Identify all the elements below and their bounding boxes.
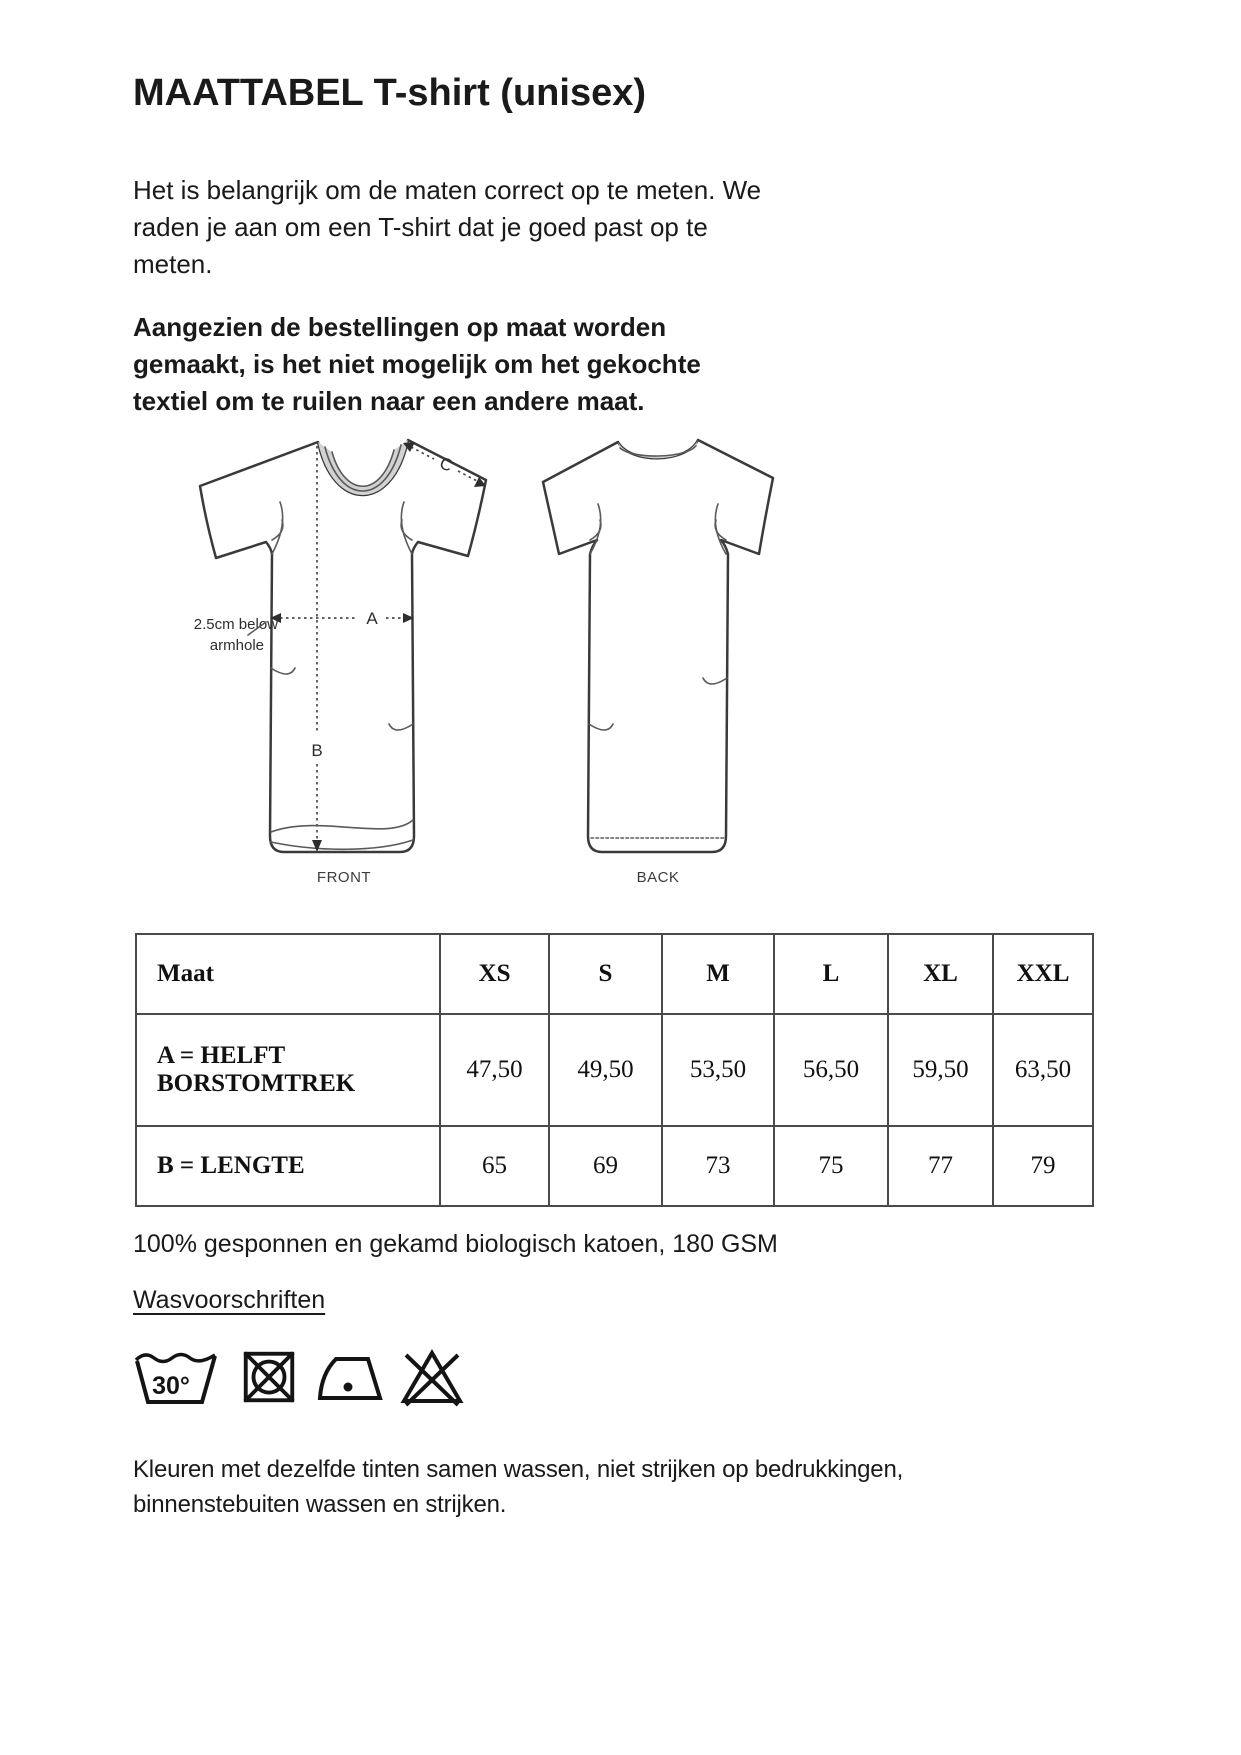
front-left-armhole-seam	[272, 502, 283, 554]
do-not-tumble-dry-icon	[237, 1346, 301, 1408]
wash-30-icon	[133, 1346, 221, 1408]
row-label-length: B = LENGTE	[136, 1126, 440, 1206]
care-instructions-heading: Wasvoorschriften	[133, 1286, 326, 1314]
half-chest-xs: 47,50	[440, 1014, 549, 1126]
measurement-a-line	[270, 609, 414, 628]
half-chest-s: 49,50	[549, 1014, 662, 1126]
length-xs: 65	[440, 1126, 549, 1206]
intro-paragraph	[133, 172, 761, 283]
page-title: MAATTABEL T-shirt (unisex)	[133, 72, 646, 114]
front-view-label: FRONT	[316, 869, 372, 886]
measurement-b-line	[311, 446, 322, 852]
column-header-m: M	[662, 934, 774, 1014]
care-note-line-2: binnenstebuiten wassen en strijken.	[133, 1491, 507, 1518]
front-hem-fold	[271, 820, 413, 832]
warning-line-2: gemaakt, is het niet mogelijk om het gekochte	[133, 349, 701, 379]
row-label-half-chest: A = HELFT BORSTOMTREK	[136, 1014, 440, 1126]
column-header-xl: XL	[888, 934, 993, 1014]
table-row-length	[136, 1126, 1093, 1206]
front-right-armhole-seam	[401, 502, 412, 554]
intro-line-3: meten.	[133, 249, 213, 279]
half-chest-m: 53,50	[662, 1014, 774, 1126]
half-chest-xxl: 63,50	[993, 1014, 1093, 1126]
length-m: 73	[662, 1126, 774, 1206]
material-note: 100% gesponnen en gekamd biologisch katoen, 180 GSM	[133, 1230, 778, 1258]
size-table-header-row	[136, 934, 1093, 1014]
do-not-bleach-icon	[399, 1346, 465, 1408]
arrowhead-down-icon	[312, 840, 322, 852]
length-l: 75	[774, 1126, 888, 1206]
iron-one-dot-icon	[317, 1346, 383, 1408]
half-chest-l: 56,50	[774, 1014, 888, 1126]
size-table	[135, 933, 1094, 1207]
column-header-s: S	[549, 934, 662, 1014]
column-header-l: L	[774, 934, 888, 1014]
wash-temperature-label: 30°	[152, 1372, 190, 1400]
table-row-half-chest	[136, 1014, 1093, 1126]
tshirt-diagram-svg	[168, 428, 788, 896]
intro-line-1: Het is belangrijk om de maten correct op te meten. We	[133, 175, 762, 205]
warning-paragraph	[133, 309, 701, 420]
length-xl: 77	[888, 1126, 993, 1206]
armhole-annotation	[194, 616, 278, 654]
column-header-maat: Maat	[136, 934, 440, 1014]
armhole-note-line2: armhole	[209, 637, 264, 654]
care-note-paragraph	[133, 1452, 903, 1522]
warning-line-1: Aangezien de bestellingen op maat worden	[133, 312, 667, 342]
length-xxl: 79	[993, 1126, 1093, 1206]
care-symbols-row	[133, 1346, 465, 1408]
care-note-line-1: Kleuren met dezelfde tinten samen wassen, niet strijken op bedrukkingen,	[133, 1456, 904, 1483]
measurement-c-line	[403, 442, 486, 487]
half-chest-xl: 59,50	[888, 1014, 993, 1126]
column-header-xxl: XXL	[993, 934, 1093, 1014]
length-s: 69	[549, 1126, 662, 1206]
intro-line-2: raden je aan om een T-shirt dat je goed past op te	[133, 212, 708, 242]
measurement-a-label: A	[366, 609, 378, 628]
back-view-label: BACK	[636, 869, 680, 886]
measurement-b-label: B	[311, 741, 323, 760]
back-tshirt-drawing	[543, 440, 773, 852]
warning-line-3: textiel om te ruilen naar een andere maat.	[133, 386, 645, 416]
measurement-c-label: C	[436, 453, 456, 476]
tshirt-measurement-diagram	[168, 428, 788, 896]
column-header-xs: XS	[440, 934, 549, 1014]
armhole-note-line1: 2.5cm below	[193, 616, 278, 633]
